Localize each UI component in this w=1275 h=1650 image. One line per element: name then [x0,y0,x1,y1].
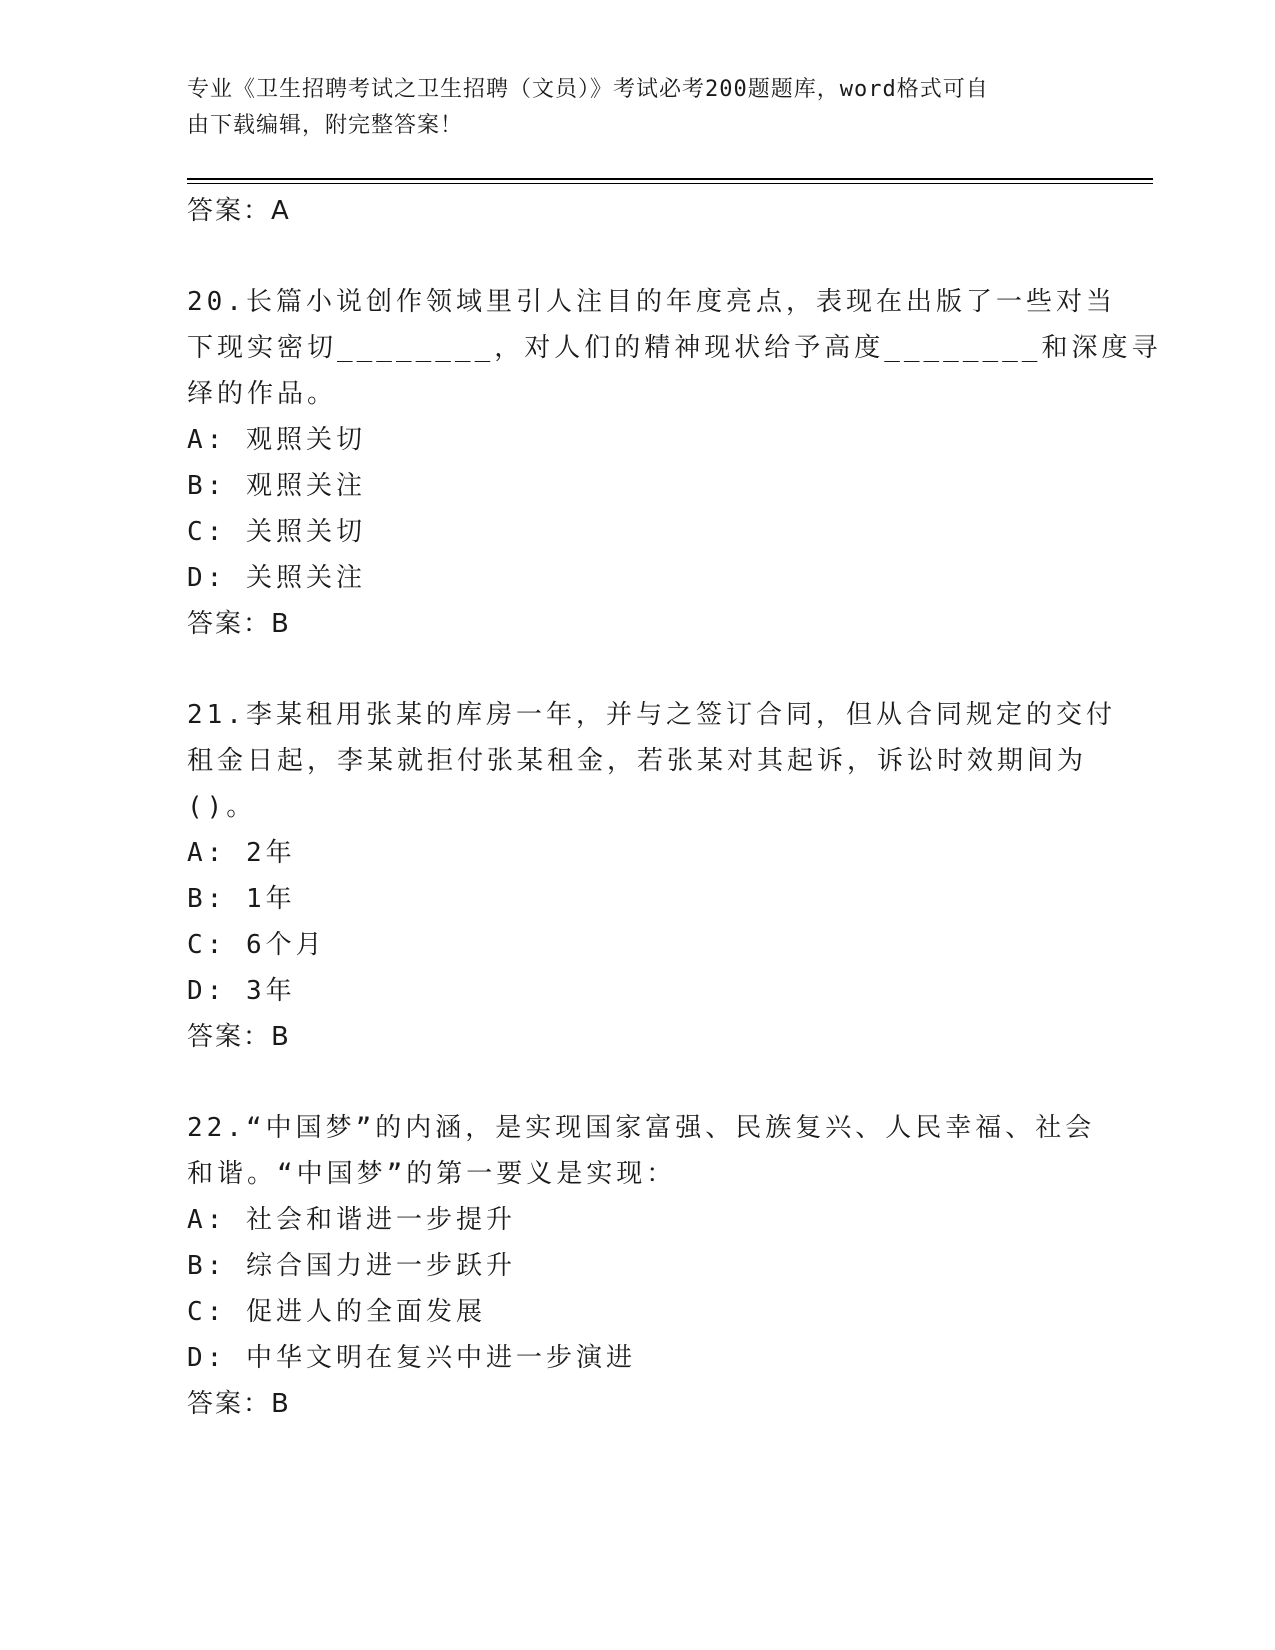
option-c: C: 6个月 [187,930,326,960]
question-text: 绎的作品。 [187,379,338,409]
option-a: A: 2年 [187,838,296,868]
question-text: 下现实密切________，对人们的精神现状给予高度________和深度寻 [187,333,1162,363]
option-c: C: 促进人的全面发展 [187,1297,486,1327]
question-block [187,279,1162,647]
spacer [187,1060,1087,1105]
question-list [187,188,1162,1427]
question-block [187,1105,1096,1427]
option-c: C: 关照关切 [187,517,366,547]
question-text: 22.“中国梦”的内涵，是实现国家富强、民族复兴、人民幸福、社会 [187,1113,1096,1143]
spacer [187,647,1087,692]
option-a: A: 社会和谐进一步提升 [187,1205,516,1235]
question-text: 和谐。“中国梦”的第一要义是实现： [187,1159,677,1189]
option-d: D: 中华文明在复兴中进一步演进 [187,1343,636,1373]
previous-answer: 答案：A [187,196,291,226]
header-line: 专业《卫生招聘考试之卫生招聘（文员）》考试必考200题题库，word格式可自 [187,77,989,102]
answer-label: 答案：B [187,1022,291,1052]
option-d: D: 关照关注 [187,563,366,593]
question-text: ()。 [187,792,257,822]
question-text: 租金日起，李某就拒付张某租金，若张某对其起诉，诉讼时效期间为 [187,746,1088,776]
header-divider-thin [187,183,1153,184]
answer-label: 答案：B [187,1389,291,1419]
option-b: B: 1年 [187,884,296,914]
question-text: 20.长篇小说创作领域里引人注目的年度亮点，表现在出版了一些对当 [187,287,1116,317]
question-text: 21.李某租用张某的库房一年，并与之签订合同，但从合同规定的交付 [187,700,1116,730]
option-b: B: 综合国力进一步跃升 [187,1251,516,1281]
header-line: 由下载编辑，附完整答案！ [187,113,464,138]
question-block [187,692,1116,1060]
option-a: A: 观照关切 [187,425,366,455]
header-divider [187,178,1153,180]
document-header [187,72,1087,144]
option-d: D: 3年 [187,976,296,1006]
spacer [187,234,1087,279]
answer-label: 答案：B [187,609,291,639]
option-b: B: 观照关注 [187,471,366,501]
